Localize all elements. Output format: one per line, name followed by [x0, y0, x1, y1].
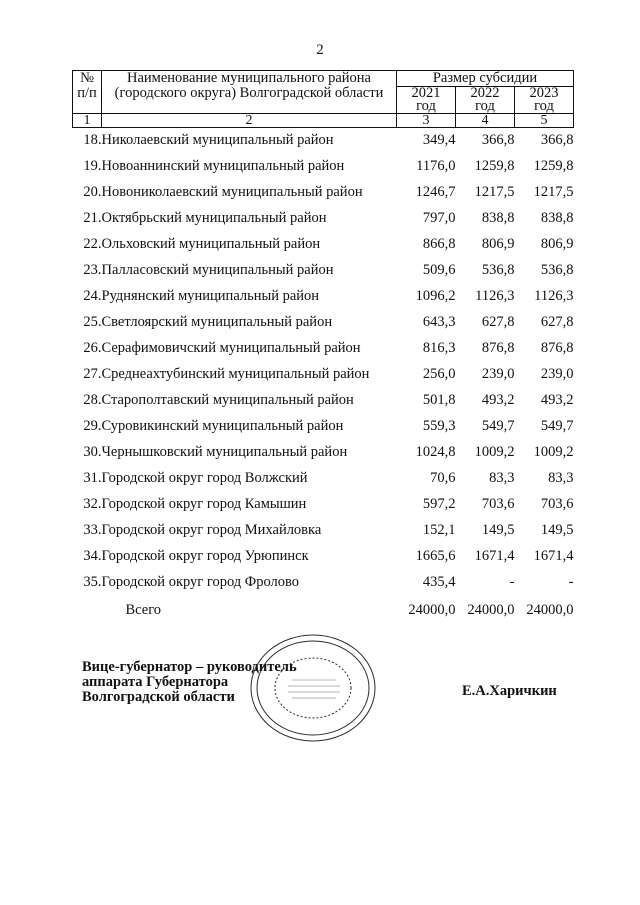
row-value-2021: 1246,7	[415, 184, 456, 201]
row-value-2021: 1176,0	[416, 158, 456, 175]
header-num-line1: №	[80, 70, 94, 86]
row-value-2023: 627,8	[540, 314, 574, 331]
total-2021: 24000,0	[408, 602, 456, 619]
signature-title-line1: Вице-губернатор – руководитель	[82, 659, 297, 675]
row-name: Городской округ город Фролово	[101, 574, 300, 591]
total-num-cell	[73, 596, 102, 624]
official-seal-stamp	[248, 632, 378, 744]
table-row	[73, 466, 574, 492]
row-name: Серафимовичский муниципальный район	[101, 340, 361, 357]
header-name-line1: Наименование муниципального района	[127, 70, 371, 86]
row-value-2021: 152,1	[422, 522, 456, 539]
row-value-2021: 597,2	[422, 496, 456, 513]
subsidy-table	[72, 70, 574, 624]
row-value-2021: 256,0	[422, 366, 456, 383]
row-value-2021: 501,8	[422, 392, 456, 409]
row-name: Новониколаевский муниципальный район	[101, 184, 363, 201]
row-value-2023: 366,8	[540, 132, 574, 149]
row-value-2023: 1671,4	[533, 548, 574, 565]
table-row	[73, 336, 574, 362]
row-value-2022: 1671,4	[474, 548, 515, 565]
index-col-1: 1	[73, 113, 102, 127]
row-value-2023: 703,6	[540, 496, 574, 513]
table-row	[73, 258, 574, 284]
row-value-2021: 1665,6	[415, 548, 456, 565]
row-number: 18.	[83, 132, 102, 149]
row-value-2023: 1126,3	[534, 288, 574, 305]
row-number: 21.	[83, 210, 102, 227]
total-row	[73, 596, 574, 624]
total-label: Всего	[125, 602, 162, 619]
row-value-2021: 559,3	[422, 418, 456, 435]
row-value-2022: 239,0	[481, 366, 515, 383]
signature-title-line3: Волгоградской области	[82, 689, 235, 705]
row-value-2023: 1217,5	[533, 184, 574, 201]
header-name-line2: (городского округа) Волгоградской области	[114, 84, 384, 101]
header-year-value: 2023	[529, 84, 559, 101]
table-row	[73, 388, 574, 414]
row-value-2021: 816,3	[422, 340, 456, 357]
table-row	[73, 518, 574, 544]
row-number: 31.	[83, 470, 102, 487]
row-value-2021: 866,8	[422, 236, 456, 253]
row-value-2022: 549,7	[481, 418, 515, 435]
total-2023: 24000,0	[526, 602, 574, 619]
row-value-2021: 643,3	[422, 314, 456, 331]
row-value-2021: 1024,8	[415, 444, 456, 461]
row-number: 28.	[83, 392, 102, 409]
row-name: Октябрьский муниципальный район	[101, 210, 327, 227]
row-name: Городской округ город Урюпинск	[101, 548, 309, 565]
row-value-2023: 838,8	[540, 210, 574, 227]
table-row	[73, 310, 574, 336]
row-value-2022: 876,8	[481, 340, 515, 357]
row-value-2022: 627,8	[481, 314, 515, 331]
row-value-2022: 1259,8	[474, 158, 515, 175]
row-value-2023: 239,0	[540, 366, 574, 383]
row-value-2022: 366,8	[481, 132, 515, 149]
row-value-2021: 435,4	[422, 574, 456, 591]
table-row	[73, 284, 574, 310]
row-value-2022: 149,5	[481, 522, 515, 539]
row-number: 33.	[83, 522, 102, 539]
table-row	[73, 180, 574, 206]
header-year-value: 2022	[470, 84, 500, 101]
row-value-2022: 1009,2	[474, 444, 515, 461]
row-number: 23.	[83, 262, 102, 279]
row-value-2021: 797,0	[422, 210, 456, 227]
row-value-2022: 806,9	[481, 236, 515, 253]
row-value-2023: -	[568, 574, 574, 591]
row-name: Суровикинский муниципальный район	[101, 418, 344, 435]
row-name: Городской округ город Камышин	[101, 496, 307, 513]
header-year-unit: год	[534, 97, 554, 114]
row-value-2022: 838,8	[481, 210, 515, 227]
table-row	[73, 440, 574, 466]
table-row	[73, 414, 574, 440]
row-value-2021: 509,6	[422, 262, 456, 279]
row-value-2023: 876,8	[540, 340, 574, 357]
row-number: 27.	[83, 366, 102, 383]
row-name: Чернышковский муниципальный район	[101, 444, 348, 461]
row-value-2021: 349,4	[422, 132, 456, 149]
row-value-2023: 1009,2	[533, 444, 574, 461]
row-value-2023: 549,7	[540, 418, 574, 435]
row-name: Городской округ город Михайловка	[101, 522, 322, 539]
row-number: 22.	[83, 236, 102, 253]
table-row	[73, 127, 574, 154]
row-name: Городской округ город Волжский	[101, 470, 308, 487]
row-number: 24.	[83, 288, 102, 305]
row-number: 26.	[83, 340, 102, 357]
header-year-unit: год	[475, 97, 495, 114]
index-col-3: 3	[397, 113, 456, 127]
row-value-2023: 149,5	[540, 522, 574, 539]
page-number: 2	[316, 42, 324, 58]
row-value-2022: 536,8	[481, 262, 515, 279]
table-row	[73, 544, 574, 570]
row-name: Среднеахтубинский муниципальный район	[101, 366, 370, 383]
row-value-2023: 1259,8	[533, 158, 574, 175]
row-value-2023: 806,9	[540, 236, 574, 253]
total-2022: 24000,0	[467, 602, 515, 619]
header-subsidy-group: Размер субсидии	[397, 71, 574, 87]
row-name: Руднянский муниципальный район	[101, 288, 320, 305]
signer-name: Е.А.Харичкин	[462, 683, 557, 699]
table-row	[73, 232, 574, 258]
row-value-2023: 83,3	[548, 470, 574, 487]
row-name: Светлоярский муниципальный район	[101, 314, 333, 331]
table-row	[73, 362, 574, 388]
header-num	[73, 71, 102, 114]
header-year-2022	[456, 86, 515, 113]
table-body	[73, 127, 574, 596]
row-value-2023: 536,8	[540, 262, 574, 279]
header-num-line2: п/п	[77, 84, 97, 101]
index-col-2: 2	[102, 113, 397, 127]
row-number: 29.	[83, 418, 102, 435]
row-number: 30.	[83, 444, 102, 461]
header-year-2021	[397, 86, 456, 113]
header-year-value: 2021	[411, 84, 441, 101]
row-name: Ольховский муниципальный район	[101, 236, 321, 253]
table-row	[73, 570, 574, 596]
header-year-unit: год	[416, 97, 436, 114]
row-value-2022: 493,2	[481, 392, 515, 409]
index-col-5: 5	[515, 113, 574, 127]
row-name: Старополтавский муниципальный район	[101, 392, 354, 409]
row-value-2021: 70,6	[430, 470, 456, 487]
index-col-4: 4	[456, 113, 515, 127]
row-name: Новоаннинский муниципальный район	[101, 158, 345, 175]
table-row	[73, 206, 574, 232]
table-row	[73, 154, 574, 180]
header-year-2023	[515, 86, 574, 113]
table-row	[73, 492, 574, 518]
row-value-2023: 493,2	[540, 392, 574, 409]
row-value-2021: 1096,2	[415, 288, 456, 305]
row-number: 25.	[83, 314, 102, 331]
row-name: Николаевский муниципальный район	[101, 132, 334, 149]
row-value-2022: 83,3	[489, 470, 515, 487]
header-name	[102, 71, 397, 114]
row-number: 35.	[83, 574, 102, 591]
row-value-2022: 703,6	[481, 496, 515, 513]
row-value-2022: -	[509, 574, 515, 591]
row-number: 19.	[83, 158, 102, 175]
row-number: 34.	[83, 548, 102, 565]
signature-title-line2: аппарата Губернатора	[82, 674, 229, 690]
row-value-2022: 1126,3	[475, 288, 515, 305]
row-value-2022: 1217,5	[474, 184, 515, 201]
row-name: Палласовский муниципальный район	[101, 262, 334, 279]
row-number: 32.	[83, 496, 102, 513]
row-number: 20.	[83, 184, 102, 201]
